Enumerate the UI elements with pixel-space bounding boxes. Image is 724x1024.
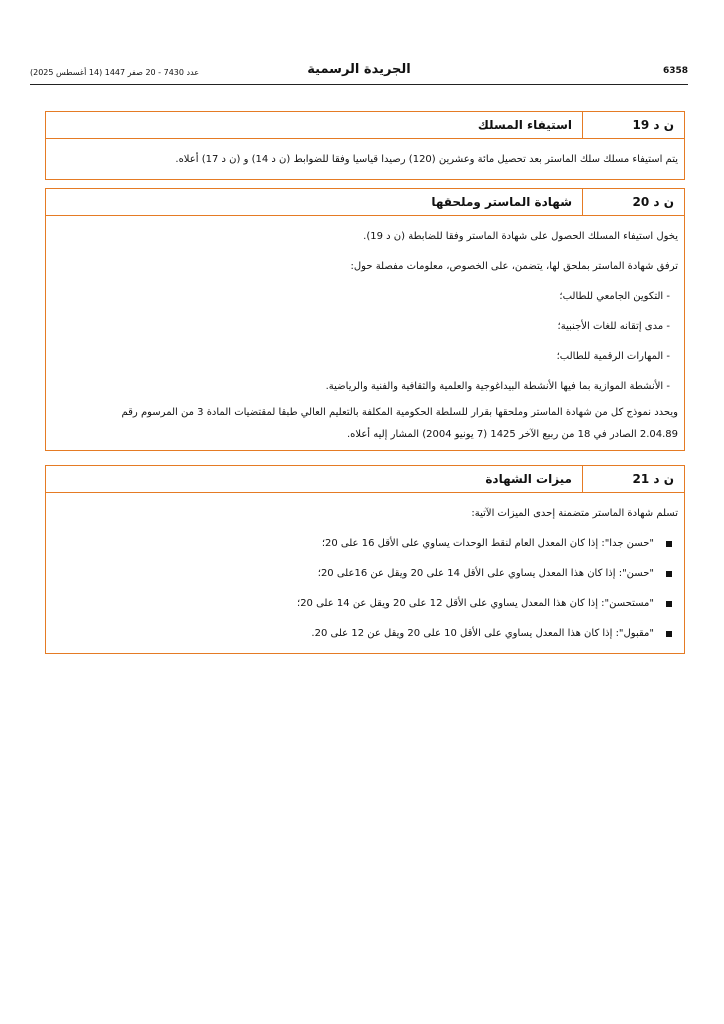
list-item (54, 529, 678, 559)
list-item-text: "حسن جدا": إذا كان المعدل العام لنقط الوحدات يساوي على الأقل 16 على 20؛ (321, 538, 654, 549)
list-item: - التكوين الجامعي للطالب؛ (559, 291, 670, 302)
list-item (54, 589, 678, 619)
page-header (30, 62, 688, 85)
list-item: - الأنشطة الموازية بما فيها الأنشطة البيداغوجية والعلمية والثقافية والفنية والرياضية. (325, 381, 670, 392)
section-header (46, 112, 684, 139)
bullet-square-icon (666, 541, 672, 547)
bullet-square-icon (666, 631, 672, 637)
section-header (46, 466, 684, 493)
section-body (46, 216, 684, 450)
section-body (46, 139, 684, 179)
paragraph: تسلم شهادة الماستر متضمنة إحدى الميزات الآتية: (471, 508, 678, 519)
list-item (54, 619, 678, 649)
list-item (54, 559, 678, 589)
section-title: ميزات الشهادة (485, 472, 572, 486)
paragraph: يخول استيفاء المسلك الحصول على شهادة الماستر وفقا للضابطة (ن د 19). (363, 231, 678, 242)
section-code: ن د 19 (582, 112, 684, 138)
section-code: ن د 20 (582, 189, 684, 215)
section-19 (45, 111, 685, 180)
section-20 (45, 188, 685, 451)
list-item-text: "مستحسن": إذا كان هذا المعدل يساوي على الأقل 12 على 20 ويقل عن 14 على 20؛ (297, 598, 654, 609)
issue-info: عدد 7430 - 20 صفر 1447 (14 أغسطس 2025) (30, 68, 200, 77)
section-header (46, 189, 684, 216)
list-item: - مدى إتقانه للغات الأجنبية؛ (557, 321, 670, 332)
section-21 (45, 465, 685, 654)
list-item-text: "مقبول": إذا كان هذا المعدل يساوي على الأقل 10 على 20 ويقل عن 12 على 20. (311, 628, 654, 639)
paragraph: يتم استيفاء مسلك سلك الماستر بعد تحصيل مائة وعشرين (120) رصيدا قياسيا وفقا للضوابط (ن د 14) و (ن د 17) أعلاه. (175, 154, 678, 165)
section-title: شهادة الماستر وملحقها (431, 195, 572, 209)
list-item-text: "حسن": إذا كان هذا المعدل يساوي على الأقل 14 على 20 ويقل عن 16على 20؛ (317, 568, 654, 579)
journal-title: الجريدة الرسمية (307, 62, 411, 77)
bullet-square-icon (666, 601, 672, 607)
paragraph: ويحدد نموذج كل من شهادة الماستر وملحقها بقرار للسلطة الحكومية المكلفة بالتعليم العالي طبقا لمقتضيات المادة 3 من المرسوم رقم (121, 407, 678, 418)
section-title: استيفاء المسلك (477, 118, 572, 132)
paragraph: ترفق شهادة الماستر بملحق لها، يتضمن، على الخصوص، معلومات مفصلة حول: (350, 261, 678, 272)
paragraph: 2.04.89 الصادر في 18 من ربيع الآخر 1425 (7 يونيو 2004) المشار إليه أعلاه. (346, 429, 678, 440)
list-item: - المهارات الرقمية للطالب؛ (556, 351, 670, 362)
section-code: ن د 21 (582, 466, 684, 492)
bullet-square-icon (666, 571, 672, 577)
section-body (46, 493, 684, 653)
page-number: 6358 (662, 66, 688, 76)
